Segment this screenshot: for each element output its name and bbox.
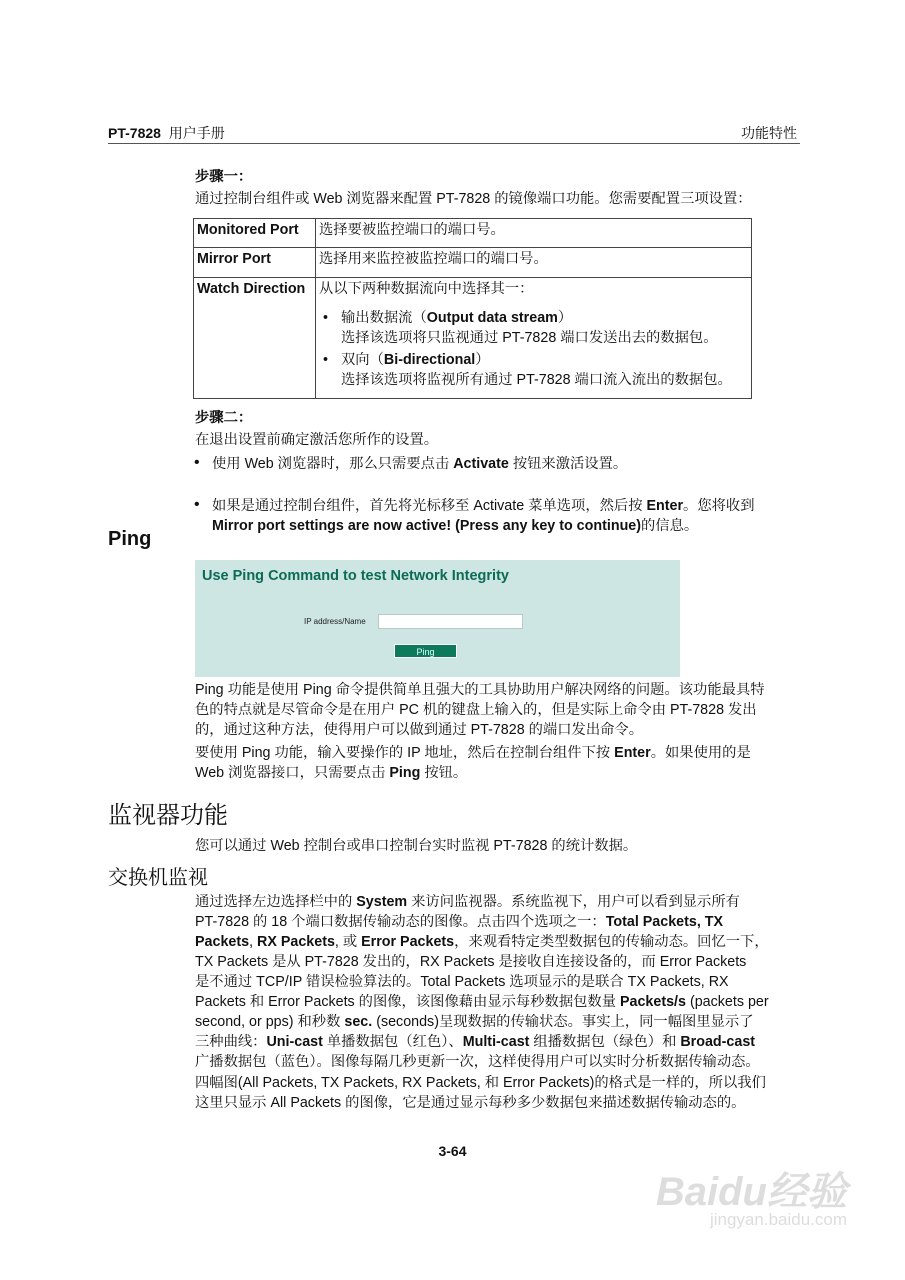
text: PT-7828 的 18 个端口数据传输动态的图像。点击四个选项之一： [195,914,606,930]
bold-text: Mirror port settings are now active! (Press any key to continue) [212,518,642,534]
option-output [319,308,748,348]
header-section: 功能特性 [741,125,797,141]
step2-intro: 在退出设置前确定激活您所作的设置。 [195,432,439,448]
watch-direction-intro: 从以下两种数据流向中选择其一： [319,281,534,297]
text: TX Packets 是从 PT-7828 发出的，RX Packets 是接收自连接设备的，而 Error Packets [195,954,747,970]
text: 色的特点就是尽管命令是在用户 PC 机的键盘上输入的，但是实际上命令由 PT-7828 发出 [195,702,757,718]
monitor-heading: 监视器功能 [108,802,228,829]
text: 。如果使用的是 [650,745,751,761]
text: 这里只显示 All Packets 的图像，它是通过显示每秒多少数据包来描述数据传输动态的。 [195,1095,746,1111]
text: 广播数据包（蓝色）。图像每隔几秒更新一次，这样使得用户可以实时分析数据传输动态。 [195,1054,760,1070]
ping-button[interactable]: Ping [394,644,457,658]
text-line [195,1052,769,1072]
text-line [195,763,751,783]
text: 的信息。 [641,518,699,534]
ip-address-label: IP address/Name [304,617,366,626]
table-value: 选择要被监控端口的端口号。 [316,219,752,248]
bold-text: sec. [344,1014,373,1030]
table-row [194,278,752,399]
text-line [195,892,769,912]
text: 单播数据包（红色）、 [322,1034,463,1050]
watermark-url: jingyan.baidu.com [709,1210,847,1229]
text: 组播数据包（绿色）和 [529,1034,681,1050]
text-line [195,720,765,740]
table-value [316,278,752,399]
text: Web 浏览器接口，只需要点击 [195,765,390,781]
ping-paragraph-2 [195,743,751,783]
monitor-paragraph-2 [195,1073,766,1113]
text-line [195,700,765,720]
text: 要使用 Ping 功能，输入要操作的 IP 地址，然后在控制台组件下按 [195,745,615,761]
text: 使用 Web 浏览器时，那么只需要点击 [212,456,454,472]
ping-panel [195,560,680,677]
page-number: 3-64 [438,1143,467,1159]
text: (packets per [685,994,769,1010]
manual-label: 用户手册 [168,125,225,141]
text-line [195,680,765,700]
text-line [212,496,905,516]
switch-monitor-heading: 交换机监视 [108,867,208,889]
header-title [108,123,225,143]
text: 按钮来激活设置。 [508,456,628,472]
text: 输出数据流（ [341,310,427,326]
ip-address-input[interactable] [378,614,523,629]
text-line [195,1012,769,1032]
ping-heading: Ping [108,528,152,550]
watermark-logo: Baidu经验 [655,1170,847,1214]
text: 的，通过这种方法，使得用户可以做到通过 PT-7828 的端口发出命令。 [195,722,644,738]
text: 是不通过 TCP/IP 错误检验算法的。Total Packets 选项显示的是联合 TX Packets, RX [195,974,729,990]
bold-text: Uni-cast [266,1034,323,1050]
text: Output data stream [426,310,558,326]
bold-text: Enter [646,498,684,514]
text: 按钮。 [420,765,468,781]
monitor-paragraph-1 [195,892,769,1072]
bold-text: Broad-cast [680,1034,756,1050]
bold-text: Packets/s [619,994,686,1010]
text: second, or pps) 和秒数 [195,1014,345,1030]
text-line [195,1032,769,1052]
bold-text: Multi-cast [462,1034,530,1050]
step1-title: 步骤一： [195,169,253,185]
step2-title: 步骤二： [195,410,253,426]
table-key: Mirror Port [194,248,316,278]
bold-text: Error Packets [361,934,455,950]
bold-text: System [356,894,408,910]
option-desc: 选择该选项将只监视通过 PT-7828 端口发送出去的数据包。 [341,330,718,346]
text-line [195,912,769,932]
text: 来访问监视器。系统监视下，用户可以看到显示所有 [407,894,740,910]
text: , [249,934,258,950]
text-line [195,1093,766,1113]
text-line [212,454,905,474]
bold-text: Enter [614,745,651,761]
table-value: 选择用来监控被监控端口的端口号。 [316,248,752,278]
text-line [195,743,751,763]
bullet [190,496,905,536]
text-line [195,972,769,992]
text: (seconds)呈现数据的传输状态。事实上，同一幅图里显示了 [372,1014,754,1030]
text-line [195,952,769,972]
header-divider [108,143,800,144]
text-line [195,932,769,952]
text: 三种曲线： [195,1034,267,1050]
table-row [194,248,752,278]
text: Packets 和 Error Packets 的图像，该图像藉由显示每秒数据包数量 [195,994,620,1010]
bold-text: Total Packets, TX [605,914,724,930]
text: 如果是通过控制台组件，首先将光标移至 Activate 菜单选项，然后按 [212,498,647,514]
text-line [212,516,905,536]
bold-text: Packets [195,934,250,950]
bold-text: Activate [453,456,509,472]
bold-text: Ping [389,765,421,781]
bold-text: RX Packets [257,934,335,950]
text: ） [475,352,490,368]
monitor-intro: 您可以通过 Web 控制台或串口控制台实时监视 PT-7828 的统计数据。 [195,838,638,854]
text: 四幅图(All Packets, TX Packets, RX Packets, 和 Error Packets)的格式是一样的，所以我们 [195,1075,766,1091]
text: 。您将收到 [683,498,755,514]
text: 通过选择左边选择栏中的 [195,894,357,910]
text-line [195,992,769,1012]
text: , 或 [334,934,362,950]
text: ） [557,310,573,326]
text: Ping 功能是使用 Ping 命令提供简单且强大的工具协助用户解决网络的问题。该功能最具特 [195,682,765,698]
table-row [194,219,752,248]
text: Bi-directional [383,352,476,368]
option-bidirectional [319,350,748,390]
text: 双向（ [341,352,384,368]
mirror-settings-table [193,218,752,399]
bullet [190,454,905,474]
text: ，来观看特定类型数据包的传输动态。回忆一下， [454,934,769,950]
step1-intro: 通过控制台组件或 Web 浏览器来配置 PT-7828 的镜像端口功能。您需要配置三项设置： [195,191,752,207]
table-key: Monitored Port [194,219,316,248]
ping-panel-title: Use Ping Command to test Network Integrity [202,568,509,584]
table-key: Watch Direction [194,278,316,399]
option-desc: 选择该选项将监视所有通过 PT-7828 端口流入流出的数据包。 [341,372,732,388]
ping-paragraph-1 [195,680,765,740]
product-name: PT-7828 [108,125,161,141]
text-line [195,1073,766,1093]
